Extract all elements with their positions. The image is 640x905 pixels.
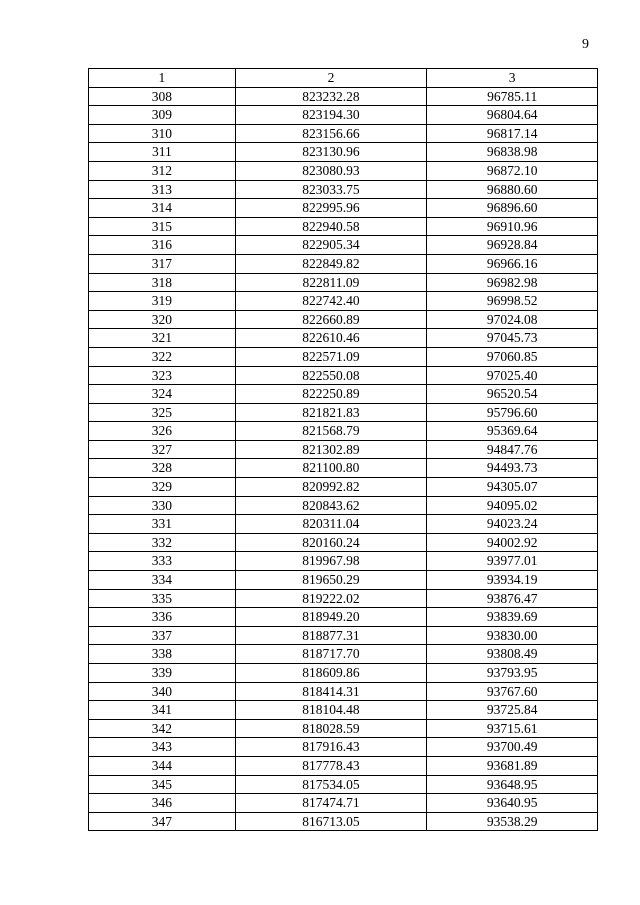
point-number-cell: 308 (89, 87, 236, 106)
point-number-cell: 345 (89, 775, 236, 794)
x-coordinate-cell: 821100.80 (235, 459, 427, 478)
point-number-cell: 321 (89, 329, 236, 348)
point-number-cell: 325 (89, 403, 236, 422)
table-row (89, 515, 598, 534)
y-coordinate-cell: 96804.64 (427, 106, 598, 125)
point-number-cell: 319 (89, 292, 236, 311)
y-coordinate-cell: 96982.98 (427, 273, 598, 292)
y-coordinate-cell: 93830.00 (427, 626, 598, 645)
x-coordinate-cell: 819222.02 (235, 589, 427, 608)
table-row (89, 533, 598, 552)
x-coordinate-cell: 822610.46 (235, 329, 427, 348)
y-coordinate-cell: 93934.19 (427, 571, 598, 590)
x-coordinate-cell: 818717.70 (235, 645, 427, 664)
point-number-cell: 320 (89, 310, 236, 329)
point-number-cell: 347 (89, 812, 236, 831)
column-header-1: 1 (89, 69, 236, 88)
table-row (89, 571, 598, 590)
y-coordinate-cell: 97060.85 (427, 347, 598, 366)
x-coordinate-cell: 818877.31 (235, 626, 427, 645)
point-number-cell: 322 (89, 347, 236, 366)
table-row (89, 552, 598, 571)
x-coordinate-cell: 818028.59 (235, 719, 427, 738)
y-coordinate-cell: 93640.95 (427, 794, 598, 813)
point-number-cell: 315 (89, 217, 236, 236)
y-coordinate-cell: 97025.40 (427, 366, 598, 385)
table-row (89, 756, 598, 775)
table-row (89, 701, 598, 720)
point-number-cell: 309 (89, 106, 236, 125)
point-number-cell: 332 (89, 533, 236, 552)
x-coordinate-cell: 822550.08 (235, 366, 427, 385)
point-number-cell: 326 (89, 422, 236, 441)
x-coordinate-cell: 822571.09 (235, 347, 427, 366)
x-coordinate-cell: 821302.89 (235, 440, 427, 459)
y-coordinate-cell: 94493.73 (427, 459, 598, 478)
y-coordinate-cell: 96928.84 (427, 236, 598, 255)
x-coordinate-cell: 821821.83 (235, 403, 427, 422)
y-coordinate-cell: 93725.84 (427, 701, 598, 720)
point-number-cell: 310 (89, 124, 236, 143)
y-coordinate-cell: 93767.60 (427, 682, 598, 701)
point-number-cell: 334 (89, 571, 236, 590)
table-row (89, 366, 598, 385)
column-header-3: 3 (427, 69, 598, 88)
table-header-row (89, 69, 598, 88)
x-coordinate-cell: 822811.09 (235, 273, 427, 292)
y-coordinate-cell: 93538.29 (427, 812, 598, 831)
y-coordinate-cell: 94002.92 (427, 533, 598, 552)
table-row (89, 87, 598, 106)
column-header-2: 2 (235, 69, 427, 88)
x-coordinate-cell: 820311.04 (235, 515, 427, 534)
point-number-cell: 335 (89, 589, 236, 608)
x-coordinate-cell: 818414.31 (235, 682, 427, 701)
table-row (89, 106, 598, 125)
table-row (89, 217, 598, 236)
x-coordinate-cell: 823130.96 (235, 143, 427, 162)
point-number-cell: 316 (89, 236, 236, 255)
point-number-cell: 327 (89, 440, 236, 459)
table-row (89, 626, 598, 645)
table-row (89, 329, 598, 348)
x-coordinate-cell: 818949.20 (235, 608, 427, 627)
x-coordinate-cell: 822660.89 (235, 310, 427, 329)
x-coordinate-cell: 821568.79 (235, 422, 427, 441)
point-number-cell: 333 (89, 552, 236, 571)
point-number-cell: 340 (89, 682, 236, 701)
table-row (89, 292, 598, 311)
table-row (89, 385, 598, 404)
table-row (89, 440, 598, 459)
x-coordinate-cell: 820160.24 (235, 533, 427, 552)
table-row (89, 347, 598, 366)
x-coordinate-cell: 819967.98 (235, 552, 427, 571)
point-number-cell: 336 (89, 608, 236, 627)
table-row (89, 199, 598, 218)
table-row (89, 664, 598, 683)
y-coordinate-cell: 94847.76 (427, 440, 598, 459)
x-coordinate-cell: 820843.62 (235, 496, 427, 515)
y-coordinate-cell: 96520.54 (427, 385, 598, 404)
y-coordinate-cell: 93839.69 (427, 608, 598, 627)
y-coordinate-cell: 93681.89 (427, 756, 598, 775)
table-row (89, 478, 598, 497)
point-number-cell: 318 (89, 273, 236, 292)
y-coordinate-cell: 94095.02 (427, 496, 598, 515)
point-number-cell: 329 (89, 478, 236, 497)
x-coordinate-cell: 819650.29 (235, 571, 427, 590)
x-coordinate-cell: 822995.96 (235, 199, 427, 218)
x-coordinate-cell: 817474.71 (235, 794, 427, 813)
y-coordinate-cell: 96998.52 (427, 292, 598, 311)
point-number-cell: 341 (89, 701, 236, 720)
point-number-cell: 337 (89, 626, 236, 645)
x-coordinate-cell: 823033.75 (235, 180, 427, 199)
x-coordinate-cell: 823156.66 (235, 124, 427, 143)
y-coordinate-cell: 97024.08 (427, 310, 598, 329)
y-coordinate-cell: 93648.95 (427, 775, 598, 794)
x-coordinate-cell: 822849.82 (235, 254, 427, 273)
y-coordinate-cell: 93977.01 (427, 552, 598, 571)
x-coordinate-cell: 822940.58 (235, 217, 427, 236)
point-number-cell: 330 (89, 496, 236, 515)
y-coordinate-cell: 96785.11 (427, 87, 598, 106)
point-number-cell: 323 (89, 366, 236, 385)
point-number-cell: 317 (89, 254, 236, 273)
x-coordinate-cell: 817534.05 (235, 775, 427, 794)
point-number-cell: 331 (89, 515, 236, 534)
table-body (89, 87, 598, 831)
table-row (89, 794, 598, 813)
y-coordinate-cell: 96872.10 (427, 161, 598, 180)
y-coordinate-cell: 93876.47 (427, 589, 598, 608)
x-coordinate-cell: 822905.34 (235, 236, 427, 255)
table-row (89, 422, 598, 441)
table-row (89, 738, 598, 757)
point-number-cell: 338 (89, 645, 236, 664)
x-coordinate-cell: 823080.93 (235, 161, 427, 180)
table-row (89, 608, 598, 627)
y-coordinate-cell: 96896.60 (427, 199, 598, 218)
y-coordinate-cell: 93715.61 (427, 719, 598, 738)
point-number-cell: 311 (89, 143, 236, 162)
point-number-cell: 312 (89, 161, 236, 180)
y-coordinate-cell: 95369.64 (427, 422, 598, 441)
table-row (89, 496, 598, 515)
table-row (89, 143, 598, 162)
point-number-cell: 313 (89, 180, 236, 199)
table-row (89, 812, 598, 831)
table-row (89, 775, 598, 794)
y-coordinate-cell: 93808.49 (427, 645, 598, 664)
table-row (89, 236, 598, 255)
table-row (89, 645, 598, 664)
table-row (89, 459, 598, 478)
x-coordinate-cell: 816713.05 (235, 812, 427, 831)
table-row (89, 273, 598, 292)
y-coordinate-cell: 96817.14 (427, 124, 598, 143)
table-row (89, 254, 598, 273)
table-row (89, 719, 598, 738)
x-coordinate-cell: 817916.43 (235, 738, 427, 757)
x-coordinate-cell: 823232.28 (235, 87, 427, 106)
x-coordinate-cell: 823194.30 (235, 106, 427, 125)
y-coordinate-cell: 96910.96 (427, 217, 598, 236)
x-coordinate-cell: 817778.43 (235, 756, 427, 775)
y-coordinate-cell: 95796.60 (427, 403, 598, 422)
table-row (89, 589, 598, 608)
y-coordinate-cell: 96838.98 (427, 143, 598, 162)
point-number-cell: 339 (89, 664, 236, 683)
table-row (89, 161, 598, 180)
x-coordinate-cell: 822742.40 (235, 292, 427, 311)
table-row (89, 180, 598, 199)
table-row (89, 682, 598, 701)
point-number-cell: 343 (89, 738, 236, 757)
table-row (89, 310, 598, 329)
y-coordinate-cell: 94305.07 (427, 478, 598, 497)
y-coordinate-cell: 97045.73 (427, 329, 598, 348)
x-coordinate-cell: 822250.89 (235, 385, 427, 404)
point-number-cell: 344 (89, 756, 236, 775)
table-row (89, 403, 598, 422)
x-coordinate-cell: 818104.48 (235, 701, 427, 720)
coordinates-table (88, 68, 598, 831)
x-coordinate-cell: 820992.82 (235, 478, 427, 497)
y-coordinate-cell: 94023.24 (427, 515, 598, 534)
point-number-cell: 324 (89, 385, 236, 404)
point-number-cell: 314 (89, 199, 236, 218)
point-number-cell: 328 (89, 459, 236, 478)
point-number-cell: 346 (89, 794, 236, 813)
y-coordinate-cell: 96966.16 (427, 254, 598, 273)
x-coordinate-cell: 818609.86 (235, 664, 427, 683)
y-coordinate-cell: 96880.60 (427, 180, 598, 199)
page-number: 9 (582, 37, 589, 52)
y-coordinate-cell: 93793.95 (427, 664, 598, 683)
point-number-cell: 342 (89, 719, 236, 738)
y-coordinate-cell: 93700.49 (427, 738, 598, 757)
table-row (89, 124, 598, 143)
